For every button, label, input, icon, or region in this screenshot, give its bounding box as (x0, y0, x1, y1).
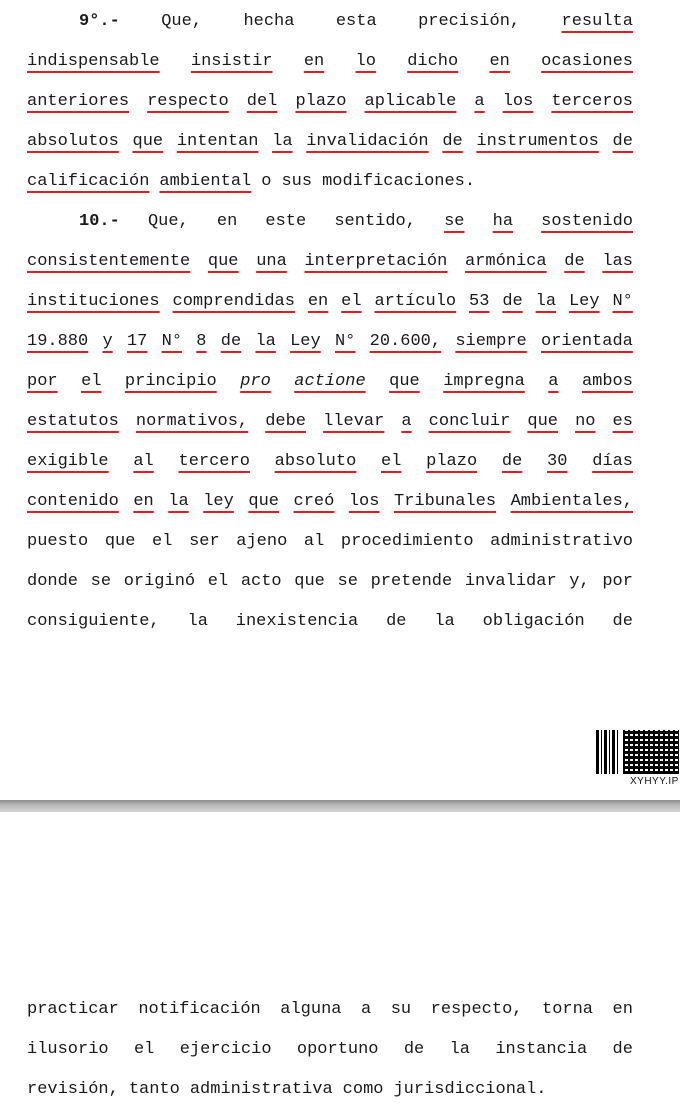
text-line (27, 530, 633, 554)
text-word: invalidación (306, 132, 429, 151)
text-word: la (187, 612, 208, 631)
text-word: de (386, 612, 407, 631)
text-word: orientada (541, 332, 633, 351)
text-word: administrativa (189, 1080, 333, 1099)
text-word: de (442, 132, 463, 151)
text-line (27, 450, 633, 474)
text-word: los (348, 492, 380, 511)
text-word: por (27, 372, 58, 391)
text-word: ha (492, 212, 514, 231)
text-word: instrumentos (476, 132, 599, 151)
text-word: al (133, 452, 154, 471)
text-word: y (102, 332, 113, 351)
text-word: como (342, 1080, 384, 1099)
text-word: interpretación (304, 252, 448, 271)
text-word: la (272, 132, 293, 151)
text-word: los (502, 92, 534, 111)
text-word: puesto (27, 532, 89, 551)
text-word: de (502, 292, 523, 311)
text-word: al (303, 532, 325, 551)
text-word: que (527, 412, 558, 431)
verification-code-label: XYHYY.IP (630, 776, 679, 787)
text-word: la (434, 612, 455, 631)
text-word: exigible (27, 452, 109, 471)
text-word: consistentemente (27, 252, 191, 271)
text-word: ilusorio (27, 1040, 109, 1059)
text-word: calificación (27, 172, 150, 191)
text-line (79, 10, 633, 34)
text-line (27, 50, 633, 74)
text-word: su (390, 1000, 412, 1019)
text-word: Tribunales (394, 492, 497, 511)
text-word: jurisdiccional. (393, 1080, 547, 1099)
text-word: contenido (27, 492, 119, 511)
text-word: normativos, (135, 412, 249, 431)
text-line (27, 130, 633, 154)
text-word: ejercicio (179, 1040, 272, 1059)
text-word: principio (124, 372, 217, 391)
text-word: tanto (128, 1080, 180, 1099)
text-word: días (592, 452, 633, 471)
text-word: respecto, (430, 1000, 523, 1019)
text-word: plazo (426, 452, 478, 471)
text-word: este (265, 212, 307, 231)
text-line (27, 490, 633, 514)
text-word: hecha (243, 12, 295, 31)
text-word: practicar (27, 1000, 119, 1019)
text-word: a (361, 1000, 372, 1019)
text-word: N° (612, 292, 633, 311)
text-word: 53 (469, 292, 490, 311)
text-word: 17 (126, 332, 148, 351)
text-word: consiguiente, (27, 612, 160, 631)
text-word: a (548, 372, 559, 391)
text-line (27, 90, 633, 114)
text-word: N° (334, 332, 356, 351)
text-word: de (220, 332, 242, 351)
text-word: esta (335, 12, 377, 31)
text-word: en (307, 292, 329, 311)
text-word: Ambientales, (510, 492, 633, 511)
text-word: que (389, 372, 420, 391)
text-word: instancia (495, 1040, 588, 1059)
text-word: se (337, 572, 358, 591)
text-line (27, 170, 633, 194)
text-word: donde (27, 572, 79, 591)
text-word: N° (161, 332, 183, 351)
text-word: resulta (561, 12, 633, 31)
text-word: invalidar (464, 572, 557, 591)
text-word: insistir (190, 52, 273, 71)
text-word: Ley (568, 292, 600, 311)
text-word: 20.600, (369, 332, 442, 351)
text-word: sus (281, 172, 313, 191)
text-word: siempre (455, 332, 527, 351)
text-word: revisión, (27, 1080, 119, 1099)
text-word: y, (569, 572, 590, 591)
text-word: ser (189, 532, 220, 551)
text-word: estatutos (27, 412, 119, 431)
text-word: que (248, 492, 279, 511)
text-word: las (602, 252, 633, 271)
text-word: de (501, 452, 523, 471)
text-word: instituciones (27, 292, 160, 311)
text-word: 8 (196, 332, 207, 351)
text-line (27, 1078, 633, 1102)
text-word: la (449, 1040, 471, 1059)
text-word: precisión, (418, 12, 521, 31)
text-word: ambiental (159, 172, 252, 191)
text-line (27, 410, 633, 434)
text-word: de (612, 1040, 633, 1059)
text-word: respecto (147, 92, 229, 111)
text-word: administrativo (490, 532, 633, 551)
text-word: la (168, 492, 189, 511)
text-word: obligación (482, 612, 585, 631)
text-word: indispensable (27, 52, 160, 71)
text-word: que (294, 572, 325, 591)
text-word: absoluto (274, 452, 357, 471)
page-separator (0, 800, 680, 812)
text-word: no (575, 412, 596, 431)
text-word: pro (240, 372, 271, 391)
text-word: a (474, 92, 485, 111)
text-word: actione (294, 372, 366, 391)
text-word: es (612, 412, 633, 431)
text-word: el (381, 452, 402, 471)
text-line (79, 210, 633, 234)
text-word: armónica (464, 252, 547, 271)
text-word: oportuno (296, 1040, 379, 1059)
text-word: alguna (280, 1000, 342, 1019)
text-word: 30 (547, 452, 568, 471)
text-line (27, 370, 633, 394)
text-word: en (612, 1000, 633, 1019)
text-word: concluir (428, 412, 511, 431)
text-line (27, 610, 633, 634)
text-word: procedimiento (340, 532, 474, 551)
text-word: el (133, 1040, 155, 1059)
text-word: acto (240, 572, 282, 591)
text-word: anteriores (27, 92, 130, 111)
text-word: creó (293, 492, 335, 511)
text-line (27, 570, 633, 594)
text-word: intentan (176, 132, 259, 151)
text-word: se (90, 572, 112, 591)
text-word: Ley (290, 332, 321, 351)
text-word: aplicable (364, 92, 457, 111)
text-word: torna (542, 1000, 594, 1019)
text-word: la (535, 292, 557, 311)
verification-code-image (596, 730, 680, 776)
text-word: dicho (407, 52, 459, 71)
barcode-image (596, 730, 620, 774)
text-word: en (303, 52, 325, 71)
text-word: el (341, 292, 362, 311)
text-word: pretende (370, 572, 453, 591)
text-word: a (401, 412, 412, 431)
text-word: de (612, 612, 633, 631)
text-word: de (612, 132, 633, 151)
text-word: que (132, 132, 164, 151)
text-word: llevar (323, 412, 385, 431)
text-line (27, 330, 633, 354)
text-word: del (246, 92, 278, 111)
text-word: sentido, (334, 212, 416, 231)
text-word: debe (265, 412, 307, 431)
text-word: 19.880 (27, 332, 89, 351)
text-word: ocasiones (541, 52, 633, 71)
text-word: en (133, 492, 154, 511)
text-word: se (444, 212, 465, 231)
text-word: comprendidas (172, 292, 295, 311)
text-word: impregna (443, 372, 525, 391)
document-page-bottom (0, 812, 680, 1118)
text-word: que (104, 532, 136, 551)
text-word: ajeno (236, 532, 288, 551)
text-word: terceros (551, 92, 633, 111)
text-word: 10.- (79, 212, 120, 231)
text-word: de (403, 1040, 425, 1059)
text-word: el (81, 372, 102, 391)
text-word: 9°.- (79, 12, 120, 31)
text-word: en (216, 212, 238, 231)
text-word: inexistencia (235, 612, 359, 631)
text-word: que (207, 252, 239, 271)
text-word: plazo (295, 92, 347, 111)
text-word: Que, (161, 12, 203, 31)
text-word: absolutos (27, 132, 119, 151)
text-word: artículo (374, 292, 457, 311)
text-line (27, 250, 633, 274)
text-word: Que, (147, 212, 189, 231)
text-word: de (564, 252, 585, 271)
text-word: notificación (138, 1000, 261, 1019)
text-word: o (261, 172, 272, 191)
text-word: lo (355, 52, 376, 71)
text-word: una (256, 252, 287, 271)
text-word: sostenido (541, 212, 633, 231)
text-word: tercero (178, 452, 250, 471)
text-word: en (489, 52, 510, 71)
text-word: por (602, 572, 633, 591)
text-word: el (207, 572, 229, 591)
text-word: ambos (581, 372, 633, 391)
text-word: el (152, 532, 173, 551)
text-word: la (255, 332, 276, 351)
text-word: originó (123, 572, 196, 591)
text-word: modificaciones. (322, 172, 476, 191)
text-line (27, 290, 633, 314)
text-line (27, 1038, 633, 1062)
text-word: ley (203, 492, 234, 511)
datamatrix-image (623, 730, 679, 774)
text-line (27, 998, 633, 1022)
